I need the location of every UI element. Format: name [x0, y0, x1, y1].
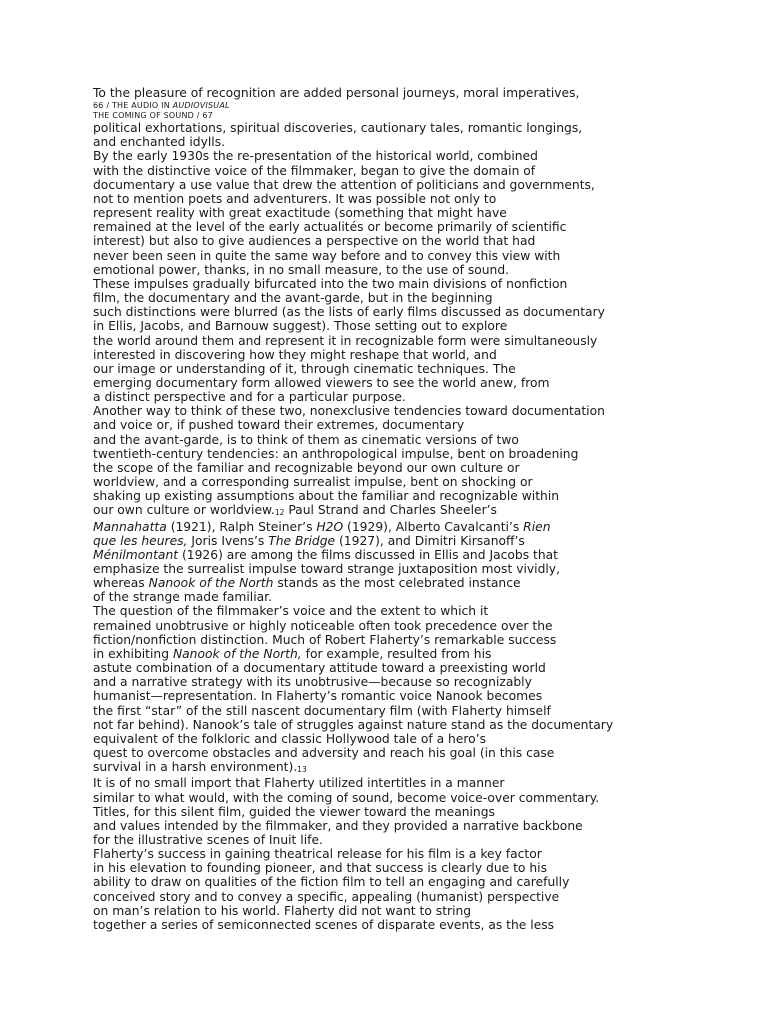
- text-line: emphasize the surrealist impulse toward strange juxtaposition most vividly,: [93, 562, 560, 576]
- text-line: for the illustrative scenes of Inuit life.: [93, 832, 323, 847]
- text-line: and values intended by the filmmaker, and they provided a narrative backbone: [93, 818, 583, 833]
- footnote-marker: 13: [297, 765, 307, 775]
- text-line: with the distinctive voice of the filmmaker, began to give the domain of: [93, 163, 536, 178]
- text-line: It is of no small import that Flaherty utilized intertitles in a manner: [93, 776, 505, 791]
- text-line: film, the documentary and the avant-garde, but in the beginning: [93, 291, 493, 306]
- text-line: Mannahatta (1921), Ralph Steiner’s H2O (1929), Alberto Cavalcanti’s Rien: [93, 519, 551, 534]
- text-line: in exhibiting Nanook of the North, for example, resulted from his: [93, 646, 492, 661]
- text-line: Titles, for this silent film, guided the viewer toward the meanings: [93, 804, 495, 819]
- text-line: Ménilmontant (1926) are among the films discussed in Ellis and Jacobs that: [93, 547, 558, 562]
- document-page: [93, 86, 753, 932]
- text-line: survival in a harsh $environment)._{13}$: [93, 760, 307, 775]
- text-line: emotional power, thanks, in no small measure, to the use of sound.: [93, 262, 510, 277]
- text-line: such distinctions were blurred (as the lists of early films discussed as documentary: [93, 305, 605, 320]
- text-line: of the strange made familiar.: [93, 590, 273, 605]
- text-line: the first “star” of the still nascent documentary film (with Flaherty himself: [93, 703, 551, 718]
- text-line: represent reality with great exactitude (something that might have: [93, 206, 507, 221]
- text-line: and voice or, if pushed toward their extremes, documentary: [93, 418, 465, 433]
- text-line: our own culture or $worldview._{12}$ Paul Strand and Charles Sheeler’s: [93, 503, 497, 518]
- text-line: To the pleasure of recognition are added personal journeys, moral imperatives,: [93, 86, 580, 100]
- text-line: together a series of semiconnected scenes of disparate events, as the less: [93, 917, 555, 932]
- text-line: political exhortations, spiritual discoveries, cautionary tales, romantic longings,: [93, 121, 583, 136]
- footnote-marker: 12: [274, 508, 285, 518]
- text-line: humanist—representation. In Flaherty’s romantic voice Nanook becomes: [93, 689, 543, 704]
- text-line: never been seen in quite the same way before and to convey this view with: [93, 248, 561, 263]
- text-line: These impulses gradually bifurcated into the two main divisions of nonfiction: [93, 276, 568, 291]
- text-line: The question of the filmmaker’s voice and the extent to which it: [93, 604, 489, 619]
- text-line: a distinct perspective and for a particular purpose.: [93, 390, 406, 405]
- text-line: astute combination of a documentary attitude toward a preexisting world: [93, 661, 546, 676]
- running-head-right: THE COMING OF SOUND / 67: [93, 110, 213, 120]
- text-line: Another way to think of these two, nonexclusive tendencies toward documentation: [93, 404, 605, 419]
- text-line: in Ellis, Jacobs, and Barnouw suggest). Those setting out to explore: [93, 319, 508, 334]
- text-line: the scope of the familiar and recognizable beyond our own culture or: [93, 460, 520, 475]
- text-line: que les heures, Joris Ivens’s The Bridge (1927), and Dimitri Kirsanoff’s: [93, 533, 525, 548]
- text-line: interested in discovering how they might reshape that world, and: [93, 347, 497, 362]
- text-line: conceived story and to convey a specific, appealing (humanist) perspective: [93, 889, 560, 904]
- text-line: and a narrative strategy with its unobtrusive—because so recognizably: [93, 675, 532, 690]
- text-line: remained unobtrusive or highly noticeable often took precedence over the: [93, 618, 553, 633]
- text-line: quest to overcome obstacles and adversity and reach his goal (in this case: [93, 746, 555, 761]
- running-head-left: 66 / THE AUDIO IN AUDIOVISUAL: [93, 101, 230, 111]
- text-line: and the avant-garde, is to think of them as cinematic versions of two: [93, 432, 519, 447]
- text-line: interest) but also to give audiences a perspective on the world that had: [93, 234, 536, 249]
- text-line: documentary a use value that drew the attention of politicians and governments,: [93, 177, 595, 192]
- text-line: the world around them and represent it in recognizable form were simultaneously: [93, 333, 598, 348]
- text-line: ability to draw on qualities of the fiction film to tell an engaging and carefully: [93, 875, 570, 890]
- text-line: not to mention poets and adventurers. It was possible not only to: [93, 191, 497, 206]
- text-line: in his elevation to founding pioneer, and that success is clearly due to his: [93, 861, 547, 876]
- text-line: fiction/nonfiction distinction. Much of Robert Flaherty’s remarkable success: [93, 632, 557, 647]
- text-line: on man’s relation to his world. Flaherty did not want to string: [93, 903, 472, 918]
- text-line: remained at the level of the early actualités or become primarily of scientific: [93, 220, 567, 235]
- text-line: emerging documentary form allowed viewers to see the world anew, from: [93, 375, 550, 390]
- text-line: similar to what would, with the coming of sound, become voice-over commentary.: [93, 790, 600, 805]
- text-line: whereas Nanook of the North stands as the most celebrated instance: [93, 576, 521, 591]
- text-line: Flaherty’s success in gaining theatrical release for his film is a key factor: [93, 847, 542, 862]
- text-line: equivalent of the folkloric and classic Hollywood tale of a hero’s: [93, 731, 487, 746]
- text-line: not far behind). Nanook’s tale of struggles against nature stand as the documentary: [93, 717, 614, 732]
- text-line: our image or understanding of it, through cinematic techniques. The: [93, 361, 516, 376]
- text-line: worldview, and a corresponding surrealist impulse, bent on shocking or: [93, 475, 533, 490]
- text-line: By the early 1930s the re-presentation of the historical world, combined: [93, 149, 538, 164]
- text-line: twentieth-century tendencies: an anthropological impulse, bent on broadening: [93, 446, 579, 461]
- text-line: shaking up existing assumptions about the familiar and recognizable within: [93, 489, 560, 504]
- text-line: and enchanted idylls.: [93, 135, 226, 150]
